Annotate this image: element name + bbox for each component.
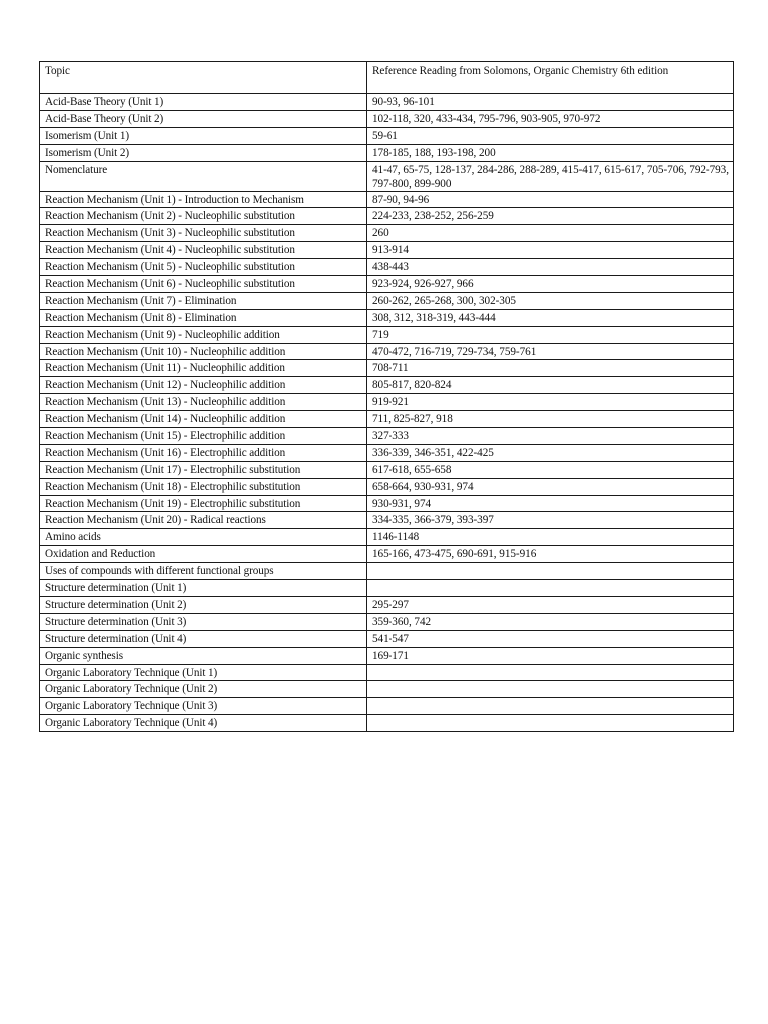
topic-cell: Reaction Mechanism (Unit 1) - Introduction to Mechanism bbox=[40, 191, 367, 208]
topic-cell: Reaction Mechanism (Unit 11) - Nucleophilic addition bbox=[40, 360, 367, 377]
topic-cell: Reaction Mechanism (Unit 8) - Elimination bbox=[40, 309, 367, 326]
table-row bbox=[40, 563, 734, 580]
table-row bbox=[40, 144, 734, 161]
table-row bbox=[40, 647, 734, 664]
topic-cell: Reaction Mechanism (Unit 2) - Nucleophilic substitution bbox=[40, 208, 367, 225]
reference-pages-cell: 59-61 bbox=[367, 127, 734, 144]
reference-pages-cell bbox=[367, 698, 734, 715]
table-row bbox=[40, 208, 734, 225]
topic-cell: Reaction Mechanism (Unit 5) - Nucleophilic substitution bbox=[40, 259, 367, 276]
reference-pages-cell: 923-924, 926-927, 966 bbox=[367, 276, 734, 293]
topic-cell: Reaction Mechanism (Unit 7) - Elimination bbox=[40, 292, 367, 309]
table-header-row bbox=[40, 62, 734, 94]
reference-pages-cell: 334-335, 366-379, 393-397 bbox=[367, 512, 734, 529]
topic-cell: Acid-Base Theory (Unit 2) bbox=[40, 110, 367, 127]
table-row bbox=[40, 596, 734, 613]
header-topic: Topic bbox=[40, 62, 367, 94]
table-row bbox=[40, 512, 734, 529]
reference-pages-cell: 327-333 bbox=[367, 428, 734, 445]
reference-pages-cell: 708-711 bbox=[367, 360, 734, 377]
reference-pages-cell: 308, 312, 318-319, 443-444 bbox=[367, 309, 734, 326]
reference-pages-cell: 260 bbox=[367, 225, 734, 242]
reference-pages-cell: 90-93, 96-101 bbox=[367, 94, 734, 111]
table-row bbox=[40, 529, 734, 546]
table-row bbox=[40, 259, 734, 276]
topic-cell: Reaction Mechanism (Unit 13) - Nucleophilic addition bbox=[40, 394, 367, 411]
reference-pages-cell: 930-931, 974 bbox=[367, 495, 734, 512]
reference-pages-cell: 224-233, 238-252, 256-259 bbox=[367, 208, 734, 225]
reference-pages-cell: 719 bbox=[367, 326, 734, 343]
topic-cell: Reaction Mechanism (Unit 20) - Radical reactions bbox=[40, 512, 367, 529]
table-row bbox=[40, 292, 734, 309]
reference-pages-cell bbox=[367, 664, 734, 681]
topic-cell: Reaction Mechanism (Unit 16) - Electrophilic addition bbox=[40, 444, 367, 461]
table-row bbox=[40, 580, 734, 597]
reference-reading-table bbox=[39, 61, 734, 732]
reference-pages-cell: 805-817, 820-824 bbox=[367, 377, 734, 394]
reference-pages-cell: 470-472, 716-719, 729-734, 759-761 bbox=[367, 343, 734, 360]
reference-pages-cell: 359-360, 742 bbox=[367, 613, 734, 630]
topic-cell: Uses of compounds with different functional groups bbox=[40, 563, 367, 580]
table-row bbox=[40, 127, 734, 144]
topic-cell: Reaction Mechanism (Unit 6) - Nucleophilic substitution bbox=[40, 276, 367, 293]
table-row bbox=[40, 461, 734, 478]
table-row bbox=[40, 161, 734, 191]
reference-pages-cell bbox=[367, 580, 734, 597]
table-row bbox=[40, 495, 734, 512]
topic-cell: Organic synthesis bbox=[40, 647, 367, 664]
topic-cell: Reaction Mechanism (Unit 17) - Electrophilic substitution bbox=[40, 461, 367, 478]
table-row bbox=[40, 242, 734, 259]
topic-cell: Reaction Mechanism (Unit 3) - Nucleophilic substitution bbox=[40, 225, 367, 242]
reference-pages-cell: 617-618, 655-658 bbox=[367, 461, 734, 478]
reference-pages-cell: 919-921 bbox=[367, 394, 734, 411]
table-row bbox=[40, 664, 734, 681]
topic-cell: Organic Laboratory Technique (Unit 4) bbox=[40, 715, 367, 732]
table-row bbox=[40, 225, 734, 242]
table-row bbox=[40, 681, 734, 698]
table-row bbox=[40, 444, 734, 461]
table-row bbox=[40, 613, 734, 630]
reference-pages-cell: 658-664, 930-931, 974 bbox=[367, 478, 734, 495]
table-row bbox=[40, 377, 734, 394]
reference-pages-cell: 295-297 bbox=[367, 596, 734, 613]
reference-pages-cell: 165-166, 473-475, 690-691, 915-916 bbox=[367, 546, 734, 563]
table-row bbox=[40, 428, 734, 445]
table-row bbox=[40, 630, 734, 647]
topic-cell: Isomerism (Unit 1) bbox=[40, 127, 367, 144]
header-reference: Reference Reading from Solomons, Organic Chemistry 6th edition bbox=[367, 62, 734, 94]
topic-cell: Isomerism (Unit 2) bbox=[40, 144, 367, 161]
topic-cell: Reaction Mechanism (Unit 12) - Nucleophilic addition bbox=[40, 377, 367, 394]
reference-pages-cell: 336-339, 346-351, 422-425 bbox=[367, 444, 734, 461]
topic-cell: Organic Laboratory Technique (Unit 1) bbox=[40, 664, 367, 681]
table-row bbox=[40, 360, 734, 377]
reference-pages-cell: 1146-1148 bbox=[367, 529, 734, 546]
table-row bbox=[40, 698, 734, 715]
table-row bbox=[40, 94, 734, 111]
topic-cell: Structure determination (Unit 4) bbox=[40, 630, 367, 647]
table-row bbox=[40, 715, 734, 732]
reference-pages-cell: 87-90, 94-96 bbox=[367, 191, 734, 208]
topic-cell: Organic Laboratory Technique (Unit 2) bbox=[40, 681, 367, 698]
topic-cell: Organic Laboratory Technique (Unit 3) bbox=[40, 698, 367, 715]
table-row bbox=[40, 276, 734, 293]
topic-cell: Structure determination (Unit 3) bbox=[40, 613, 367, 630]
table-row bbox=[40, 394, 734, 411]
topic-cell: Structure determination (Unit 2) bbox=[40, 596, 367, 613]
table-row bbox=[40, 478, 734, 495]
topic-cell: Reaction Mechanism (Unit 14) - Nucleophilic addition bbox=[40, 411, 367, 428]
topic-cell: Acid-Base Theory (Unit 1) bbox=[40, 94, 367, 111]
reference-pages-cell: 41-47, 65-75, 128-137, 284-286, 288-289, 415-417, 615-617, 705-706, 792-793, 797-800, 899-900 bbox=[367, 161, 734, 191]
topic-cell: Amino acids bbox=[40, 529, 367, 546]
reference-pages-cell: 541-547 bbox=[367, 630, 734, 647]
reference-pages-cell: 178-185, 188, 193-198, 200 bbox=[367, 144, 734, 161]
table-row bbox=[40, 110, 734, 127]
reference-pages-cell bbox=[367, 715, 734, 732]
table-row bbox=[40, 326, 734, 343]
table-row bbox=[40, 309, 734, 326]
reference-pages-cell: 913-914 bbox=[367, 242, 734, 259]
topic-cell: Reaction Mechanism (Unit 10) - Nucleophilic addition bbox=[40, 343, 367, 360]
table-row bbox=[40, 343, 734, 360]
table-row bbox=[40, 411, 734, 428]
table-body bbox=[40, 94, 734, 732]
topic-cell: Oxidation and Reduction bbox=[40, 546, 367, 563]
topic-cell: Reaction Mechanism (Unit 4) - Nucleophilic substitution bbox=[40, 242, 367, 259]
reference-pages-cell bbox=[367, 681, 734, 698]
reference-pages-cell: 169-171 bbox=[367, 647, 734, 664]
table-row bbox=[40, 191, 734, 208]
reference-pages-cell: 438-443 bbox=[367, 259, 734, 276]
topic-cell: Reaction Mechanism (Unit 15) - Electrophilic addition bbox=[40, 428, 367, 445]
topic-cell: Reaction Mechanism (Unit 19) - Electrophilic substitution bbox=[40, 495, 367, 512]
topic-cell: Structure determination (Unit 1) bbox=[40, 580, 367, 597]
reference-pages-cell bbox=[367, 563, 734, 580]
topic-cell: Reaction Mechanism (Unit 9) - Nucleophilic addition bbox=[40, 326, 367, 343]
table-row bbox=[40, 546, 734, 563]
topic-cell: Reaction Mechanism (Unit 18) - Electrophilic substitution bbox=[40, 478, 367, 495]
reference-pages-cell: 260-262, 265-268, 300, 302-305 bbox=[367, 292, 734, 309]
topic-cell: Nomenclature bbox=[40, 161, 367, 191]
reference-pages-cell: 102-118, 320, 433-434, 795-796, 903-905, 970-972 bbox=[367, 110, 734, 127]
reference-pages-cell: 711, 825-827, 918 bbox=[367, 411, 734, 428]
